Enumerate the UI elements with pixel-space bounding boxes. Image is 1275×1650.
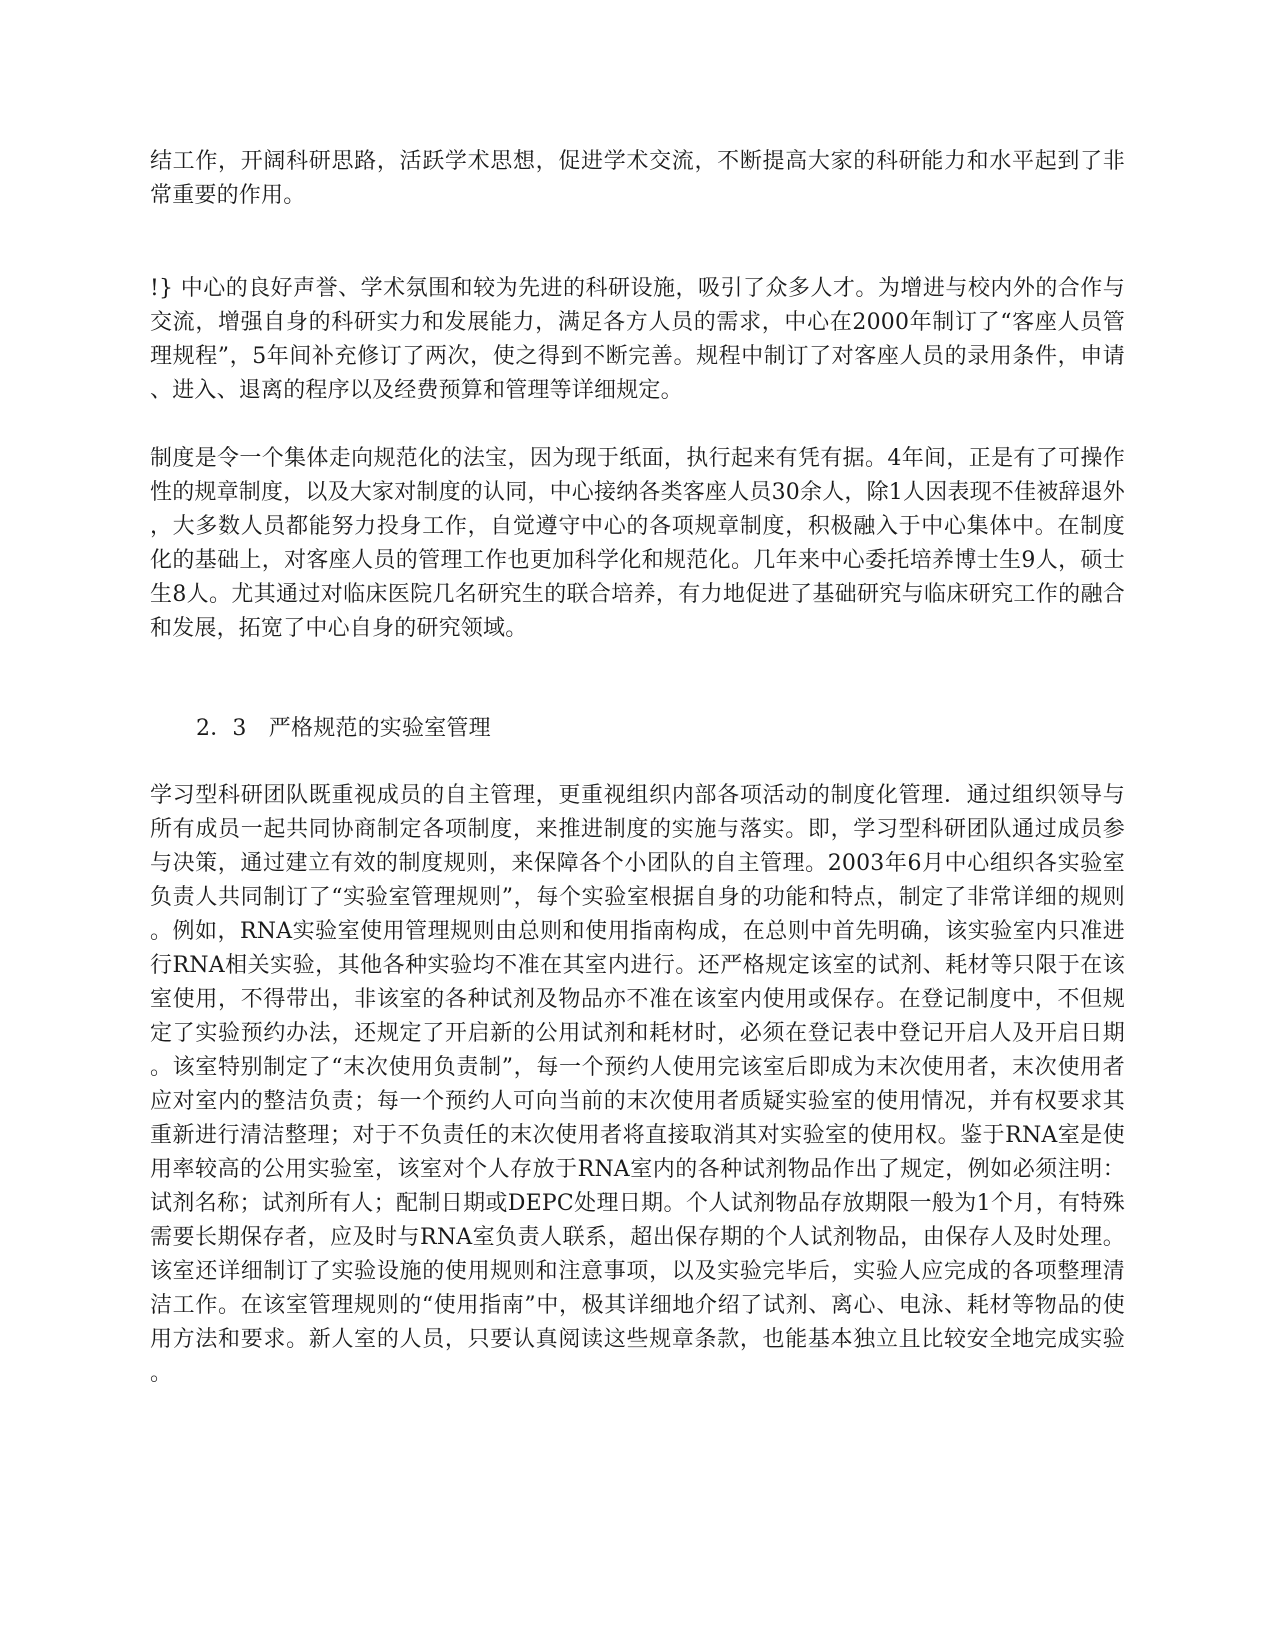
paragraph-continuation: 结工作，开阔科研思路，活跃学术思想，促进学术交流，不断提高大家的科研能力和水平起到了非常重要的作用。 bbox=[150, 149, 1125, 208]
paragraph-visiting-staff-rules: !} 中心的良好声誉、学术氛围和较为先进的科研设施，吸引了众多人才。为增进与校内外的合作与交流，增强自身的科研实力和发展能力，满足各方人员的需求，中心在2000年制订了“客座人员管理规程”，5年间补充修订了两次，使之得到不断完善。规程中制订了对客座人员的录用条件，申请、进入、退离的程序以及经费预算和管理等详细规定。 bbox=[150, 276, 1125, 403]
paragraph-institution-value: 制度是令一个集体走向规范化的法宝，因为现于纸面，执行起来有凭有据。4年间，正是有了可操作性的规章制度，以及大家对制度的认同，中心接纳各类客座人员30余人，除1人因表现不佳被辞退外，大多数人员都能努力投身工作，自觉遵守中心的各项规章制度，积极融入于中心集体中。在制度化的基础上，对客座人员的管理工作也更加科学化和规范化。几年来中心委托培养博士生9人，硕士生8人。尤其通过对临床医院几名研究生的联合培养，有力地促进了基础研究与临床研究工作的融合和发展，拓宽了中心自身的研究领域。 bbox=[150, 446, 1125, 641]
section-heading: 2．3 严格规范的实验室管理 bbox=[196, 716, 491, 741]
paragraph-lab-management: 学习型科研团队既重视成员的自主管理，更重视组织内部各项活动的制度化管理．通过组织领导与所有成员一起共同协商制定各项制度，来推进制度的实施与落实。即，学习型科研团队通过成员参与决策，通过建立有效的制度规则，来保障各个小团队的自主管理。2003年6月中心组织各实验室负责人共同制订了“实验室管理规则”，每个实验室根据自身的功能和特点，制定了非常详细的规则。例如，RNA实验室使用管理规则由总则和使用指南构成，在总则中首先明确，该实验室内只准进行RNA相关实验，其他各种实验均不准在其室内进行。还严格规定该室的试剂、耗材等只限于在该室使用，不得带出，非该室的各种试剂及物品亦不准在该室内使用或保存。在登记制度中，不但规定了实验预约办法，还规定了开启新的公用试剂和耗材时，必须在登记表中登记开启人及开启日期。该室特别制定了“末次使用负责制”，每一个预约人使用完该室后即成为末次使用者，末次使用者应对室内的整洁负责；每一个预约人可向当前的末次使用者质疑实验室的使用情况，并有权要求其重新进行清洁整理；对于不负责任的末次使用者将直接取消其对实验室的使用权。鉴于RNA室是使用率较高的公用实验室，该室对个人存放于RNA室内的各种试剂物品作出了规定，例如必须注明：试剂名称；试剂所有人；配制日期或DEPC处理日期。个人试剂物品存放期限一般为1个月，有特殊需要长期保存者，应及时与RNA室负责人联系，超出保存期的个人试剂物品，由保存人及时处理。该室还详细制订了实验设施的使用规则和注意事项，以及实验完毕后，实验人应完成的各项整理清洁工作。在该室管理规则的“使用指南”中，极其详细地介绍了试剂、离心、电泳、耗材等物品的使用方法和要求。新人室的人员，只要认真阅读这些规章条款，也能基本独立且比较安全地完成实验。 bbox=[150, 783, 1125, 1386]
